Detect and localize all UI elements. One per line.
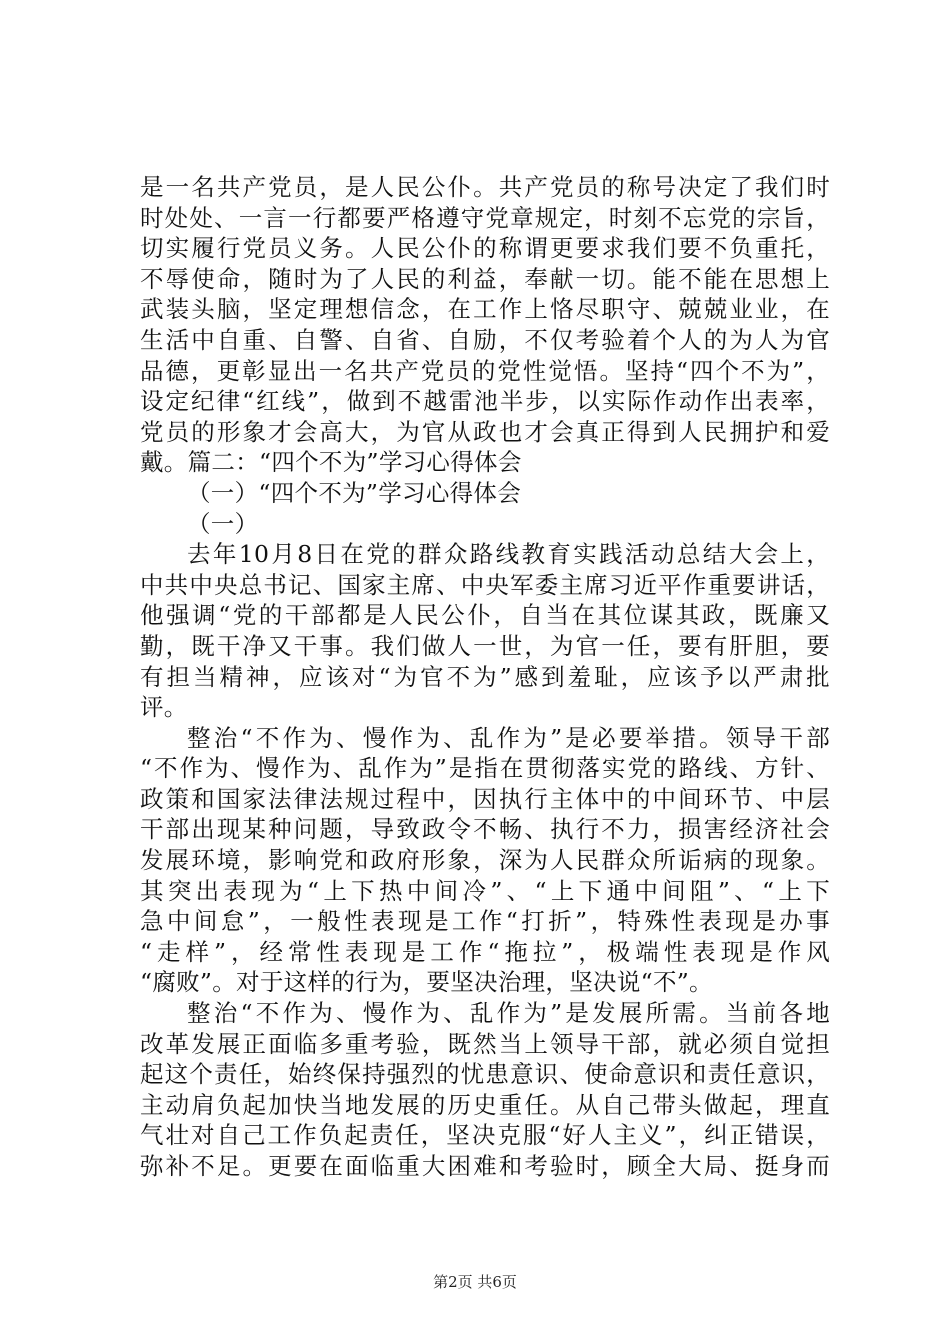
text-line: 评。 — [140, 693, 188, 722]
text-line: “走样”，经常性表现是工作“拖拉”，极端性表现是作风 — [140, 937, 830, 966]
text-line: 中共中央总书记、国家主席、中央军委主席习近平作重要讲话， — [140, 570, 830, 599]
page-number-footer: 第2页 共6页 — [433, 1273, 517, 1291]
section-heading: （一） — [187, 509, 259, 538]
text-line: 切实履行党员义务。人民公仆的称谓更要求我们要不负重托， — [140, 234, 830, 263]
text-line: 发展环境，影响党和政府形象，深为人民群众所诟病的现象。 — [140, 846, 830, 875]
text-line: 起这个责任，始终保持强烈的忧患意识、使命意识和责任意识， — [140, 1060, 830, 1089]
text-line: “腐败”。对于这样的行为，要坚决治理，坚决说“不”。 — [140, 968, 713, 997]
text-line: 党员的形象才会高大，为官从政也才会真正得到人民拥护和爱 — [140, 417, 830, 446]
text-line: 主动肩负起加快当地发展的历史重任。从自己带头做起，理直 — [140, 1090, 830, 1119]
text-line: 他强调“党的干部都是人民公仆，自当在其位谋其政，既廉又 — [140, 601, 830, 630]
text-line: 武装头脑，坚定理想信念，在工作上恪尽职守、兢兢业业，在 — [140, 295, 830, 324]
text-line: 改革发展正面临多重考验，既然当上领导干部，就必须自觉担 — [140, 1029, 830, 1058]
section-heading: （一）“四个不为”学习心得体会 — [187, 478, 522, 507]
document-body — [140, 172, 830, 1182]
text-line: 其突出表现为“上下热中间冷”、“上下通中间阻”、“上下 — [140, 876, 830, 905]
text-line: 设定纪律“红线”，做到不越雷池半步，以实际作动作出表率， — [140, 387, 830, 416]
text-line: 急中间怠”，一般性表现是工作“打折”，特殊性表现是办事 — [140, 907, 830, 936]
text-line: 弥补不足。更要在面临重大困难和考验时，顾全大局、挺身而 — [140, 1152, 830, 1180]
text-line: 整治“不作为、慢作为、乱作为”是发展所需。当前各地 — [187, 999, 830, 1028]
text-line: 是一名共产党员，是人民公仆。共产党员的称号决定了我们时 — [140, 173, 830, 201]
text-line: 戴。篇二：“四个不为”学习心得体会 — [140, 448, 522, 477]
text-line: 品德，更彰显出一名共产党员的党性觉悟。坚持“四个不为”， — [140, 356, 830, 385]
text-line: 不辱使命，随时为了人民的利益，奉献一切。能不能在思想上 — [140, 264, 830, 293]
text-line: 政策和国家法律法规过程中，因执行主体中的中间环节、中层 — [140, 784, 830, 813]
text-line: 有担当精神，应该对“为官不为”感到羞耻，应该予以严肃批 — [140, 662, 830, 691]
text-line: 去年10月8日在党的群众路线教育实践活动总结大会上， — [187, 540, 830, 569]
text-line: 生活中自重、自警、自省、自励，不仅考验着个人的为人为官 — [140, 325, 830, 354]
text-line: 时处处、一言一行都要严格遵守党章规定，时刻不忘党的宗旨， — [140, 203, 830, 232]
text-line: 勤，既干净又干事。我们做人一世，为官一任，要有肝胆，要 — [140, 631, 830, 660]
text-line: 干部出现某种问题，导致政令不畅、执行不力，损害经济社会 — [140, 815, 830, 844]
text-line: “不作为、慢作为、乱作为”是指在贯彻落实党的路线、方针、 — [140, 754, 830, 783]
text-line: 气壮对自己工作负起责任，坚决克服“好人主义”，纠正错误， — [140, 1121, 830, 1150]
text-line: 整治“不作为、慢作为、乱作为”是必要举措。领导干部 — [187, 723, 830, 752]
